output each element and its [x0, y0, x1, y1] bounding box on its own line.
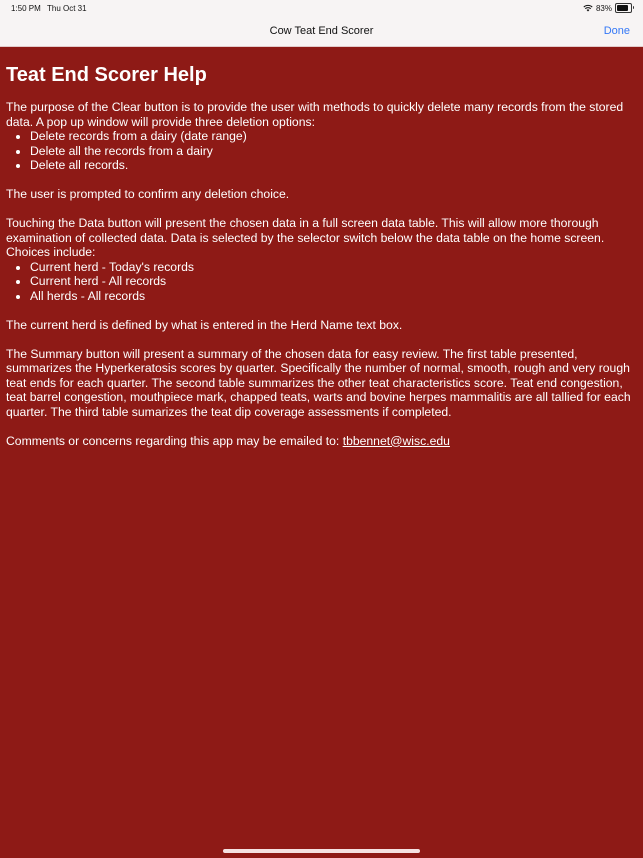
done-button[interactable]: Done [603, 25, 630, 37]
summary-button-description: The Summary button will present a summary of the chosen data for easy review. The first table presented, summarizes the Hyperkeratosis scores by quarter. Specifically the number of normal, smooth, rough and very rough teat ends for each quarter. The second table summarizes the other teat characteristics score. Teat end congestion, teat barrel congestion, mouthpiece mark, chapped teats, warts and bovine herpes mammalitis are all tallied for each quarter. The third table sumarizes the teat dip coverage assessments if completed. [6, 346, 631, 419]
wifi-icon [583, 4, 593, 12]
data-options-list [6, 260, 636, 304]
list-item: • Delete all the records from a dairy [30, 144, 636, 159]
list-item: • Current herd - All records [30, 274, 636, 289]
list-item: • Delete records from a dairy (date range) [30, 129, 636, 144]
confirm-description: The user is prompted to confirm any deletion choice. [6, 187, 290, 201]
nav-title: Cow Teat End Scorer [269, 25, 374, 37]
list-item: • All herds - All records [30, 289, 636, 304]
contact-email-link[interactable]: tbbennet@wisc.edu [342, 433, 450, 448]
status-time: 1:50 PM [11, 4, 41, 13]
contact-prefix: Comments or concerns regarding this app may be emailed to: [6, 433, 343, 448]
status-right [583, 3, 632, 13]
clear-button-description: The purpose of the Clear button is to provide the user with methods to quickly delete many records from the stored data. A pop up window will provide three deletion options: [6, 100, 624, 129]
status-date: Thu Oct 31 [47, 4, 87, 13]
contact-line [6, 434, 636, 449]
data-button-description: Touching the Data button will present the chosen data in a full screen data table. This will allow more thorough examination of collected data. Data is selected by the selector switch below the data table on the home screen. Choices include: [6, 216, 605, 259]
status-bar [0, 0, 643, 16]
clear-options-list [6, 129, 636, 173]
home-indicator[interactable] [223, 849, 420, 853]
current-herd-description: The current herd is defined by what is entered in the Herd Name text box. [6, 317, 403, 332]
navigation-bar [0, 16, 643, 47]
battery-icon [615, 3, 632, 13]
battery-percent: 83% [595, 3, 612, 13]
list-item: • Delete all records. [30, 158, 636, 173]
list-item: • Current herd - Today's records [30, 260, 636, 275]
help-content [6, 63, 636, 448]
page-title: Teat End Scorer Help [6, 64, 207, 86]
